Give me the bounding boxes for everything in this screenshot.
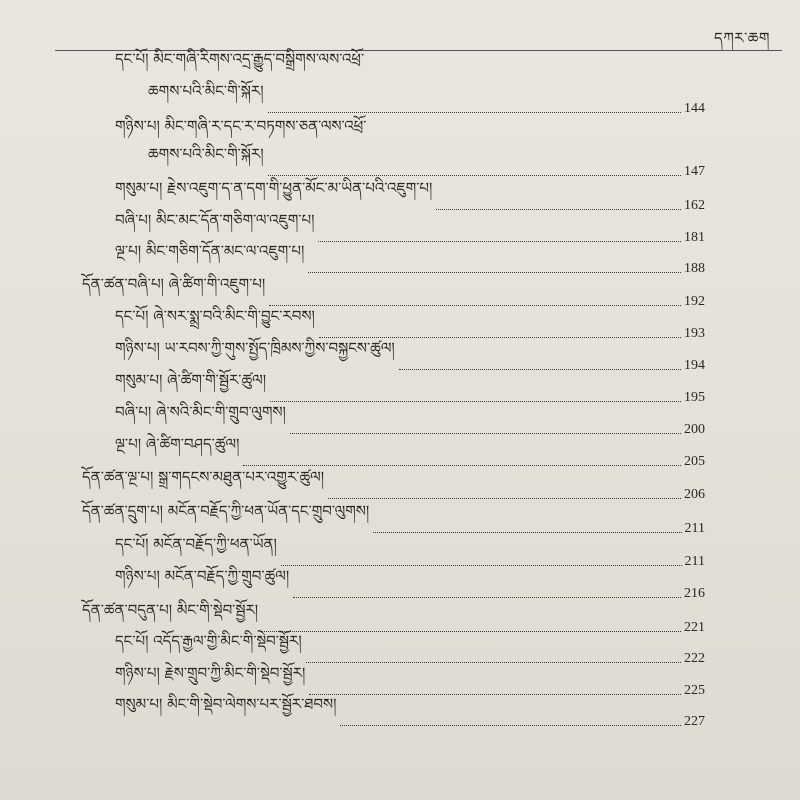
dot-leader (308, 272, 681, 273)
toc-entry-text: དང་པོ། མིང་གཞི་རིགས་འདྲ་རྒྱུད་བསྒྲིགས་ལས་འཕྲོ་ (115, 50, 365, 68)
toc-page-number: 192 (684, 294, 705, 309)
toc-page-number: 200 (684, 422, 705, 437)
dot-leader (270, 401, 681, 402)
toc-page-number: 194 (684, 358, 705, 373)
toc-page-number: 195 (684, 390, 705, 405)
toc-page-number: 188 (684, 261, 705, 276)
toc-entry-text: དང་པོ། མངོན་བརྗོད་ཀྱི་ཕན་ཡོན། (115, 535, 277, 553)
toc-page-number: 227 (684, 714, 705, 729)
toc-page-number: 221 (684, 620, 705, 635)
toc-page-number: 222 (684, 651, 705, 666)
toc-entry-text: གསུམ་པ། མིང་གི་སྡེབ་ལེགས་པར་སྦྱོར་ཐབས། (115, 695, 337, 713)
dot-leader (306, 662, 681, 663)
toc-entry-text: གཉིས་པ། མངོན་བརྗོད་ཀྱི་གྲུབ་ཚུལ། (115, 567, 290, 585)
toc-entry-text: བཞི་པ། ཞེ་སའི་མིང་གི་གྲུབ་ལུགས། (115, 403, 286, 421)
dot-leader (290, 433, 681, 434)
toc-entry-text: དོན་ཚན་བདུན་པ། མིང་གི་སྡེབ་སྦྱོར། (82, 601, 259, 619)
dot-leader (262, 631, 681, 632)
toc-entry-text: དོན་ཚན་ལྔ་པ། སྒྲ་གདངས་མཐུན་པར་འགྱུར་ཚུལ། (82, 468, 325, 486)
toc-entry-text: དང་པོ། འདོད་རྒྱལ་གྱི་མིང་གི་སྡེབ་སྦྱོར། (115, 632, 302, 650)
toc-entry-text: གཉིས་པ། ཡ་རབས་ཀྱི་གུས་སྤྱོད་ཁྲིམས་ཀྱིས་བསྐྱངས་ཚུལ། (115, 339, 395, 357)
toc-entry-text: གསུམ་པ། རྗེས་འཇུག་ད་ན་དག་གི་ཕྱུན་མོང་མ་ཡིན་པའི་འཇུག་པ། (115, 179, 433, 197)
toc-page-number: 211 (684, 521, 705, 536)
toc-entry-text: གཉིས་པ། མིང་གཞི་ར་དང་ར་བཏགས་ཅན་ལས་འཕྲོ་ (115, 117, 367, 135)
dot-leader (293, 597, 681, 598)
toc-entry (115, 695, 705, 730)
dot-leader (309, 694, 681, 695)
toc-entry-text: ཆགས་པའི་མིང་གི་སྐོར། (148, 82, 264, 100)
toc-page-number: 216 (684, 586, 705, 601)
dot-leader (281, 565, 682, 566)
toc-entry-text: གསུམ་པ། ཞེ་ཚིག་གི་སྦྱོར་ཚུལ། (115, 371, 267, 389)
toc-page-number: 205 (684, 454, 705, 469)
toc-page-number: 181 (684, 230, 705, 245)
toc-page-number: 206 (684, 487, 705, 502)
dot-leader (318, 241, 681, 242)
toc-entry-text: ལྔ་པ། མིང་གཅིག་དོན་མང་ལ་འཇུག་པ། (115, 242, 305, 260)
dot-leader (399, 369, 681, 370)
toc-entry-text: ལྔ་པ། ཞེ་ཚིག་བཤད་ཚུལ། (115, 435, 240, 453)
dot-leader (269, 305, 681, 306)
toc-page-number: 147 (684, 164, 705, 179)
dot-leader (340, 725, 681, 726)
toc-entry-text: གཉིས་པ། རྗེས་གྲུབ་ཀྱི་མིང་གི་སྡེབ་སྦྱོར། (115, 664, 306, 682)
toc-entry-text: བཞི་པ། མིང་མང་དོན་གཅིག་ལ་འཇུག་པ། (115, 211, 315, 229)
dot-leader (436, 209, 681, 210)
toc-page-number: 193 (684, 326, 705, 341)
toc-entry-text: དོན་ཚན་དྲུག་པ། མངོན་བརྗོད་ཀྱི་ཕན་ཡོན་དང་གྲུབ་ལུགས། (82, 502, 370, 520)
toc-entry-text: དང་པོ། ཞེ་སར་སྨྲ་བའི་མིང་གི་བྱུང་རབས། (115, 307, 315, 325)
toc-page-number: 162 (684, 198, 705, 213)
toc-page-number: 225 (684, 683, 705, 698)
toc-entry-text: ཆགས་པའི་མིང་གི་སྐོར། (148, 145, 264, 163)
dot-leader (328, 498, 681, 499)
toc-page-number: 211 (684, 554, 705, 569)
running-head: དཀར་ཆག (714, 29, 770, 47)
toc-page-number: 144 (684, 101, 705, 116)
toc-entry-text: དོན་ཚན་བཞི་པ། ཞེ་ཚིག་གི་འཇུག་པ། (82, 275, 266, 293)
dot-leader (373, 532, 681, 533)
